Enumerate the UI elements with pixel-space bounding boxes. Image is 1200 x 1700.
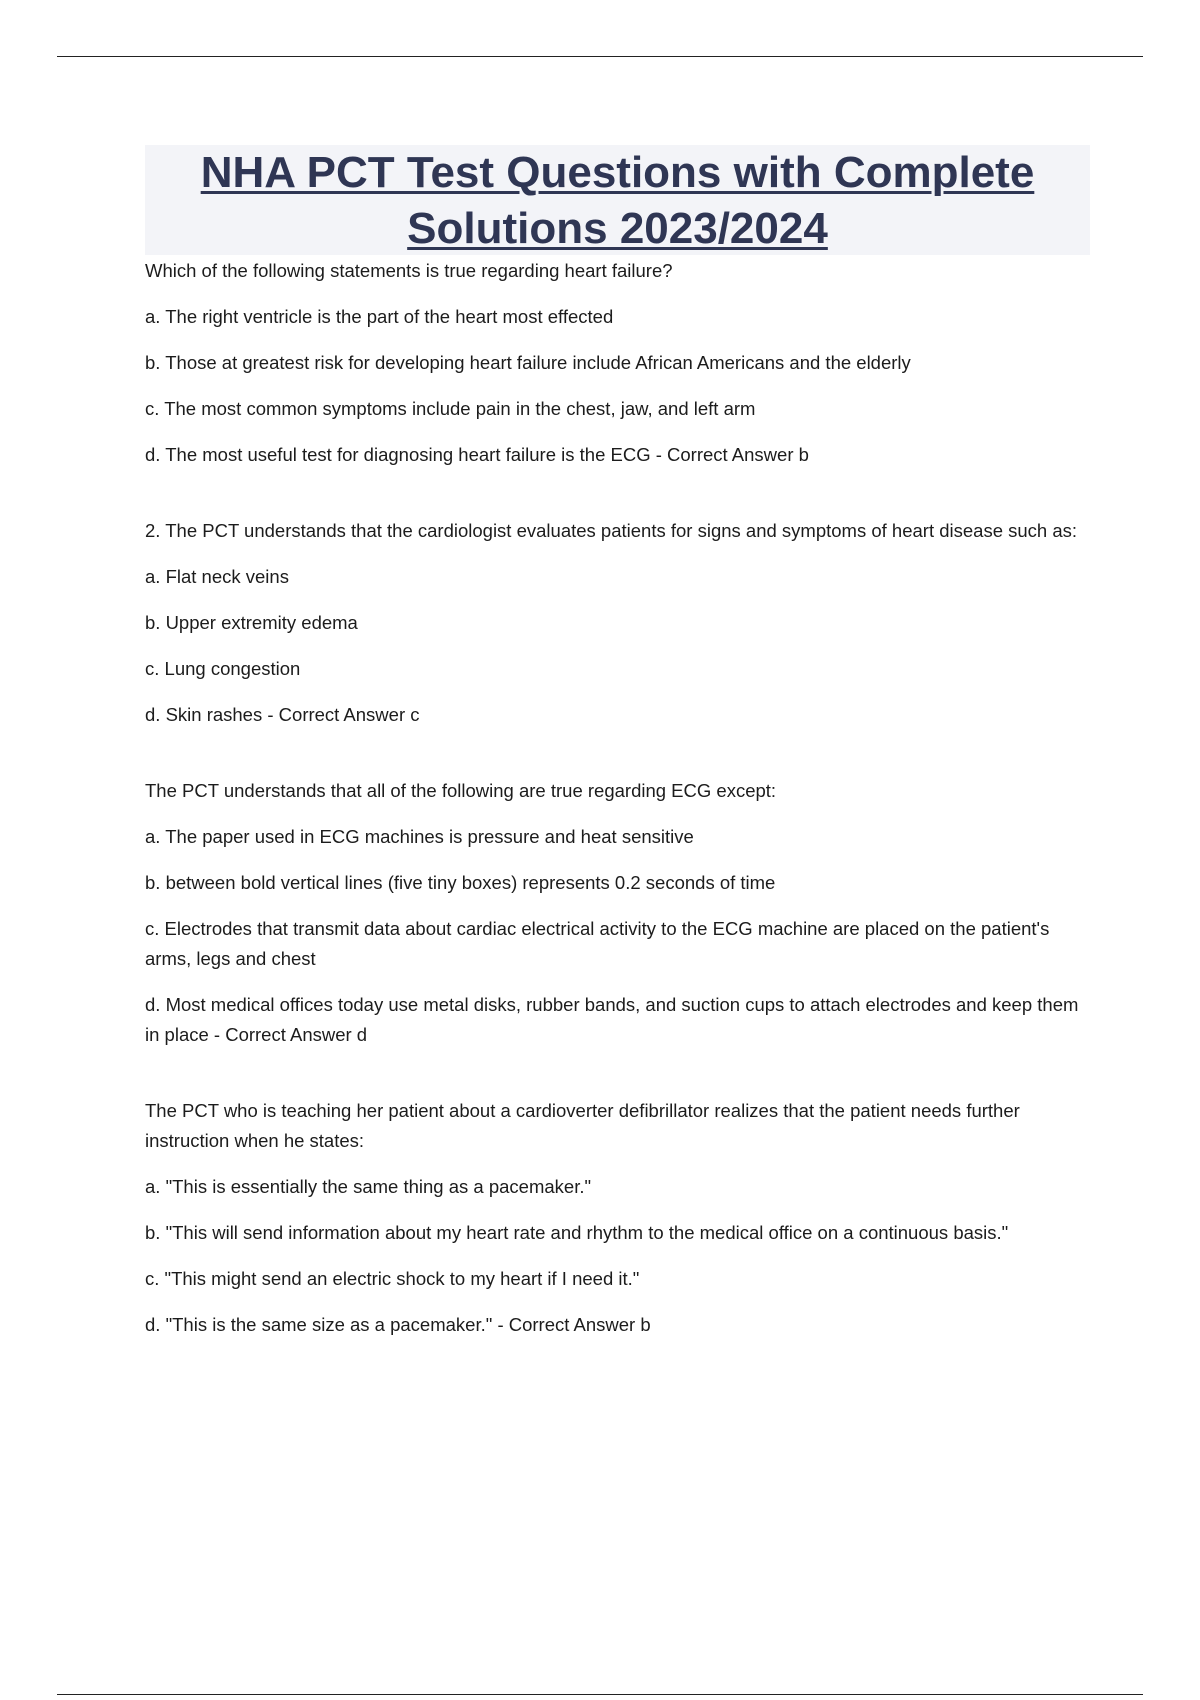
answer-option-a: a. Flat neck veins	[145, 566, 289, 587]
answer-option-d: d. Skin rashes - Correct Answer c	[145, 704, 420, 725]
title-line-2: Solutions 2023/2024	[407, 204, 828, 253]
answer-option-b: b. between bold vertical lines (five tiny boxes) represents 0.2 seconds of time	[145, 872, 776, 893]
answer-option-c: c. Lung congestion	[145, 658, 301, 679]
document-title	[145, 145, 1090, 255]
answer-option-c: c. Electrodes that transmit data about cardiac electrical activity to the ECG machine are placed on the patient's arms, legs and chest	[145, 918, 1050, 969]
question-stem: The PCT understands that all of the following are true regarding ECG except:	[145, 780, 777, 801]
question-stem: 2. The PCT understands that the cardiologist evaluates patients for signs and symptoms of heart disease such as:	[145, 520, 1078, 541]
question-stem: The PCT who is teaching her patient about a cardioverter defibrillator realizes that the patient needs further instruction when he states:	[145, 1100, 1020, 1151]
answer-option-c: c. The most common symptoms include pain in the chest, jaw, and left arm	[145, 398, 756, 419]
question-1	[145, 256, 1090, 470]
footer-divider	[57, 1694, 1143, 1695]
answer-option-a: a. The paper used in ECG machines is pressure and heat sensitive	[145, 826, 694, 847]
answer-option-b: b. Upper extremity edema	[145, 612, 358, 633]
question-stem: Which of the following statements is true regarding heart failure?	[145, 260, 673, 281]
question-4	[145, 1096, 1090, 1340]
answer-option-b: b. "This will send information about my heart rate and rhythm to the medical office on a continuous basis."	[145, 1222, 1009, 1243]
answer-option-d: d. The most useful test for diagnosing heart failure is the ECG - Correct Answer b	[145, 444, 809, 465]
answer-option-d: d. Most medical offices today use metal disks, rubber bands, and suction cups to attach electrodes and keep them in place - Correct Answer d	[145, 994, 1079, 1045]
question-list	[145, 256, 1090, 1386]
answer-option-a: a. "This is essentially the same thing as a pacemaker."	[145, 1176, 592, 1197]
title-line-1: NHA PCT Test Questions with Complete	[200, 148, 1035, 197]
answer-option-c: c. "This might send an electric shock to my heart if I need it."	[145, 1268, 640, 1289]
question-2	[145, 516, 1090, 730]
header-divider	[57, 56, 1143, 57]
question-3	[145, 776, 1090, 1050]
answer-option-d: d. "This is the same size as a pacemaker." - Correct Answer b	[145, 1314, 651, 1335]
answer-option-b: b. Those at greatest risk for developing heart failure include African Americans and the elderly	[145, 352, 911, 373]
answer-option-a: a. The right ventricle is the part of the heart most effected	[145, 306, 614, 327]
